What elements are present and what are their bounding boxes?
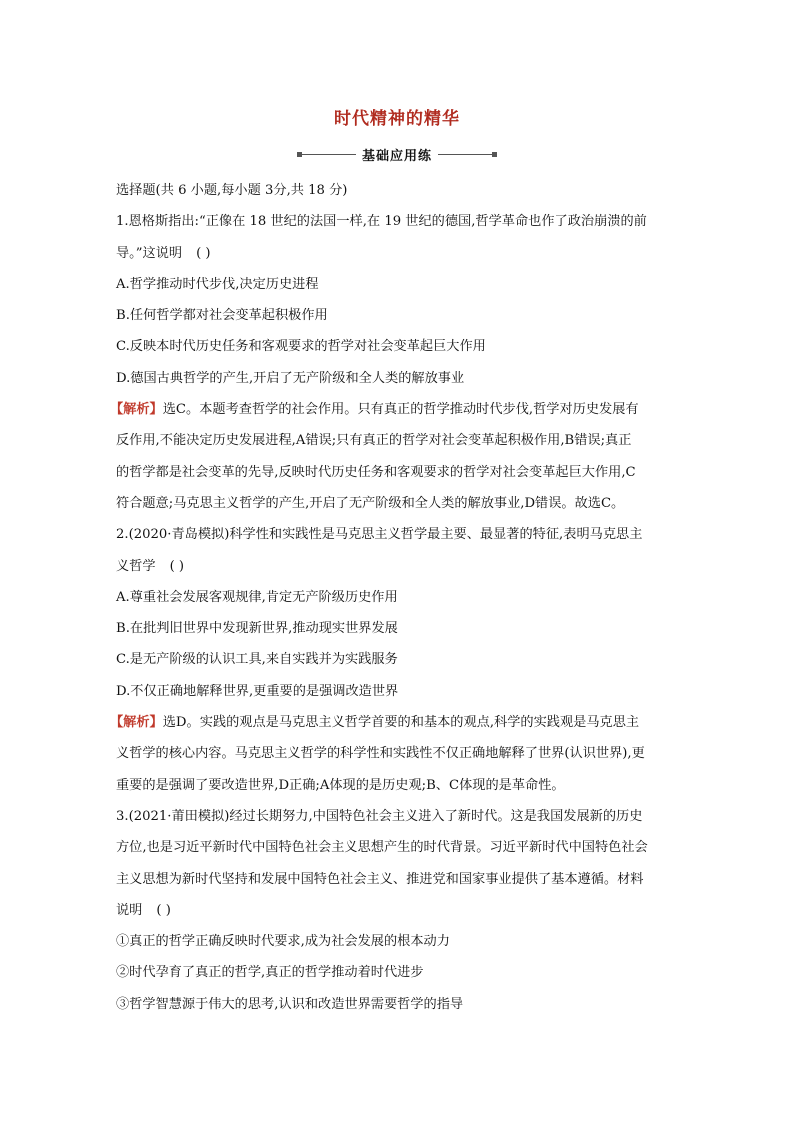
- q1-analysis-line1: [110, 394, 690, 425]
- q1-option-d: D.德国古典哲学的产生,开启了无产阶级和全人类的解放事业: [116, 370, 465, 386]
- q2-analysis-tag: 【解析】: [110, 715, 163, 731]
- q2-analysis-line1: [110, 707, 690, 738]
- q1-stem-text: 导。”这说明: [116, 245, 183, 261]
- q1-option-c: C.反映本时代历史任务和客观要求的哲学对社会变革起巨大作用: [116, 339, 486, 355]
- banner-left-rule: [297, 154, 356, 155]
- question-content: [110, 175, 690, 1020]
- section-intro: 选择题(共 6 小题,每小题 3分,共 18 分): [116, 183, 348, 198]
- q1-option-a: A.哲学推动时代步伐,决定历史进程: [116, 276, 319, 292]
- q1-analysis-text: 选C。本题考查哲学的社会作用。只有真正的哲学推动时代步伐,哲学对历史发展有: [162, 402, 639, 418]
- banner-right-rule: [438, 154, 497, 155]
- q3-option-1: ①真正的哲学正确反映时代要求,成为社会发展的根本动力: [116, 934, 450, 950]
- q2-option-b: B.在批判旧世界中发现新世界,推动现实世界发展: [116, 621, 398, 637]
- q2-stem-line1: 2.(2020·青岛模拟)科学性和实践性是马克思主义哲学最主要、最显著的特征,表明马克思主: [116, 527, 643, 543]
- q3-stem-line4: [116, 895, 690, 926]
- q2-option-d: D.不仅正确地解释世界,更重要的是强调改造世界: [116, 683, 399, 699]
- q1-analysis-line2: 反作用,不能决定历史发展进程,A错误;只有真正的哲学对社会变革起积极作用,B错误;真正: [116, 433, 632, 449]
- section-label: 基础应用练: [362, 148, 433, 164]
- q2-analysis-text: 选D。实践的观点是马克思主义哲学首要的和基本的观点,科学的实践观是马克思主: [162, 715, 640, 731]
- q3-stem-line3: 主义思想为新时代坚持和发展中国特色社会主义、推进党和国家事业提供了基本遵循。材料: [116, 871, 644, 887]
- q2-option-c: C.是无产阶级的认识工具,来自实践并为实践服务: [116, 652, 398, 668]
- section-banner: [297, 145, 497, 163]
- q3-stem-text: 说明: [116, 902, 143, 918]
- q3-option-2: ②时代孕育了真正的哲学,真正的哲学推动着时代进步: [116, 965, 424, 981]
- q1-analysis-line3: 的哲学都是社会变革的先导,反映时代历史任务和客观要求的哲学对社会变革起巨大作用,C: [116, 464, 636, 480]
- q3-option-3: ③哲学智慧源于伟大的思考,认识和改造世界需要哲学的指导: [116, 996, 464, 1012]
- q2-option-a: A.尊重社会发展客观规律,肯定无产阶级历史作用: [116, 589, 398, 605]
- q3-stem-line1: 3.(2021·莆田模拟)经过长期努力,中国特色社会主义进入了新时代。这是我国发展新的历史: [116, 808, 643, 824]
- q2-answer-blank: ( ): [169, 558, 185, 574]
- q1-option-b: B.任何哲学都对社会变革起积极作用: [116, 308, 328, 324]
- q2-analysis-line2: 义哲学的核心内容。马克思主义哲学的科学性和实践性不仅正确地解释了世界(认识世界),更: [116, 746, 645, 762]
- q2-stem-line2: [116, 551, 690, 582]
- q1-stem-line2: [116, 238, 690, 269]
- q3-answer-blank: ( ): [156, 902, 171, 918]
- q1-answer-blank: ( ): [196, 245, 211, 261]
- q2-analysis-line3: 重要的是强调了要改造世界,D正确;A体现的是历史观;B、C体现的是革命性。: [116, 777, 565, 793]
- q3-stem-line2: 方位,也是习近平新时代中国特色社会主义思想产生的时代背景。习近平新时代中国特色社会: [116, 840, 648, 856]
- page-title: 时代精神的精华: [334, 109, 460, 129]
- q1-analysis-line4: 符合题意;马克思主义哲学的产生,开启了无产阶级和全人类的解放事业,D错误。故选C。: [116, 495, 625, 511]
- q1-stem-line1: 1.恩格斯指出:“正像在 18 世纪的法国一样,在 19 世纪的德国,哲学革命也作了政治崩溃的前: [116, 214, 647, 230]
- q1-analysis-tag: 【解析】: [110, 402, 163, 418]
- q2-stem-text: 义哲学: [116, 558, 156, 574]
